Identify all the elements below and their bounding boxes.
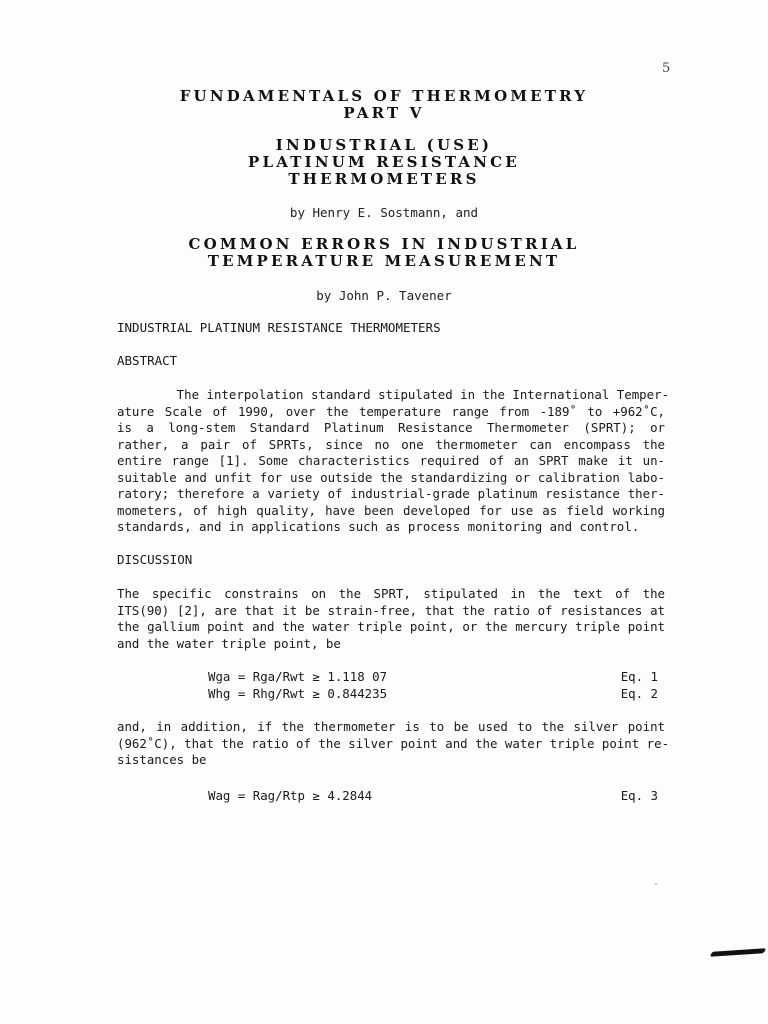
author-byline-2: by John P. Tavener [316, 288, 452, 303]
main-title-line-1: FUNDAMENTALS OF THERMOMETRY [179, 87, 589, 105]
equation-3-label: Eq. 3 [620, 788, 658, 803]
author-byline-1: by Henry E. Sostmann, and [289, 205, 479, 220]
discussion-paragraph [117, 586, 665, 652]
discussion-line: The specific constrains on the SPRT, stipulated in the text of the [117, 586, 665, 601]
abstract-line: suitable and unfit for use outside the standardizing or calibration labo- [117, 469, 665, 485]
silver-line: (962˚C), that the ratio of the silver point and the water triple point re- [117, 735, 670, 751]
errors-title-line-1: COMMON ERRORS IN INDUSTRIAL [188, 235, 580, 253]
equation-1-expression: Wga = Rga/Rwt ≥ 1.118 07 [208, 669, 388, 684]
equation-3 [208, 788, 658, 805]
silver-line: and, in addition, if the thermometer is to be used to the silver point [117, 719, 665, 734]
discussion-heading: DISCUSSION [117, 552, 193, 567]
main-title-line-2: PART V [343, 104, 425, 122]
page-number: 5 [662, 61, 671, 76]
equation-2 [208, 686, 658, 703]
section-title: INDUSTRIAL PLATINUM RESISTANCE THERMOMETERS [117, 320, 441, 335]
subtitle-line-3: THERMOMETERS [288, 170, 480, 188]
equation-2-label: Eq. 2 [620, 686, 658, 701]
equation-3-expression: Wag = Rag/Rtp ≥ 4.2844 [208, 788, 373, 803]
equation-1-label: Eq. 1 [620, 669, 658, 684]
abstract-line: entire range [1]. Some characteristics required of an SPRT make it un- [117, 453, 665, 468]
silver-point-paragraph [117, 719, 670, 769]
main-title [0, 88, 768, 122]
subtitle-line-2: PLATINUM RESISTANCE [248, 153, 520, 171]
discussion-line: ITS(90) [2], are that it be strain-free, that the ratio of resistances at [117, 602, 665, 618]
abstract-line: ratory; therefore a variety of industrial-grade platinum resistance ther- [117, 486, 665, 501]
equation-1 [208, 669, 658, 686]
equation-2-expression: Whg = Rhg/Rwt ≥ 0.844235 [208, 686, 388, 701]
silver-line: sistances be [117, 752, 207, 767]
errors-title-line-2: TEMPERATURE MEASUREMENT [207, 252, 561, 270]
abstract-line: rather, a pair of SPRTs, since no one thermometer can encompass the [117, 436, 665, 452]
errors-title [0, 236, 768, 270]
abstract-paragraph [117, 387, 670, 536]
abstract-line: ature Scale of 1990, over the temperature range from -189˚ to +962˚C, [117, 403, 665, 419]
discussion-line: and the water triple point, be [117, 635, 341, 651]
discussion-line: the gallium point and the water triple point, or the mercury triple point [117, 619, 665, 634]
abstract-heading: ABSTRACT [117, 353, 178, 368]
abstract-line: mometers, of high quality, have been developed for use as field working [117, 502, 665, 518]
abstract-line: The interpolation standard stipulated in the International Temper- [117, 387, 670, 402]
scan-mark [710, 948, 766, 957]
scan-speck [655, 883, 657, 885]
abstract-line: standards, and in applications such as process monitoring and control. [117, 519, 640, 534]
subtitle-line-1: INDUSTRIAL (USE) [275, 136, 493, 154]
abstract-line: is a long-stem Standard Platinum Resistance Thermometer (SPRT); or [117, 420, 665, 435]
subtitle [0, 137, 768, 188]
